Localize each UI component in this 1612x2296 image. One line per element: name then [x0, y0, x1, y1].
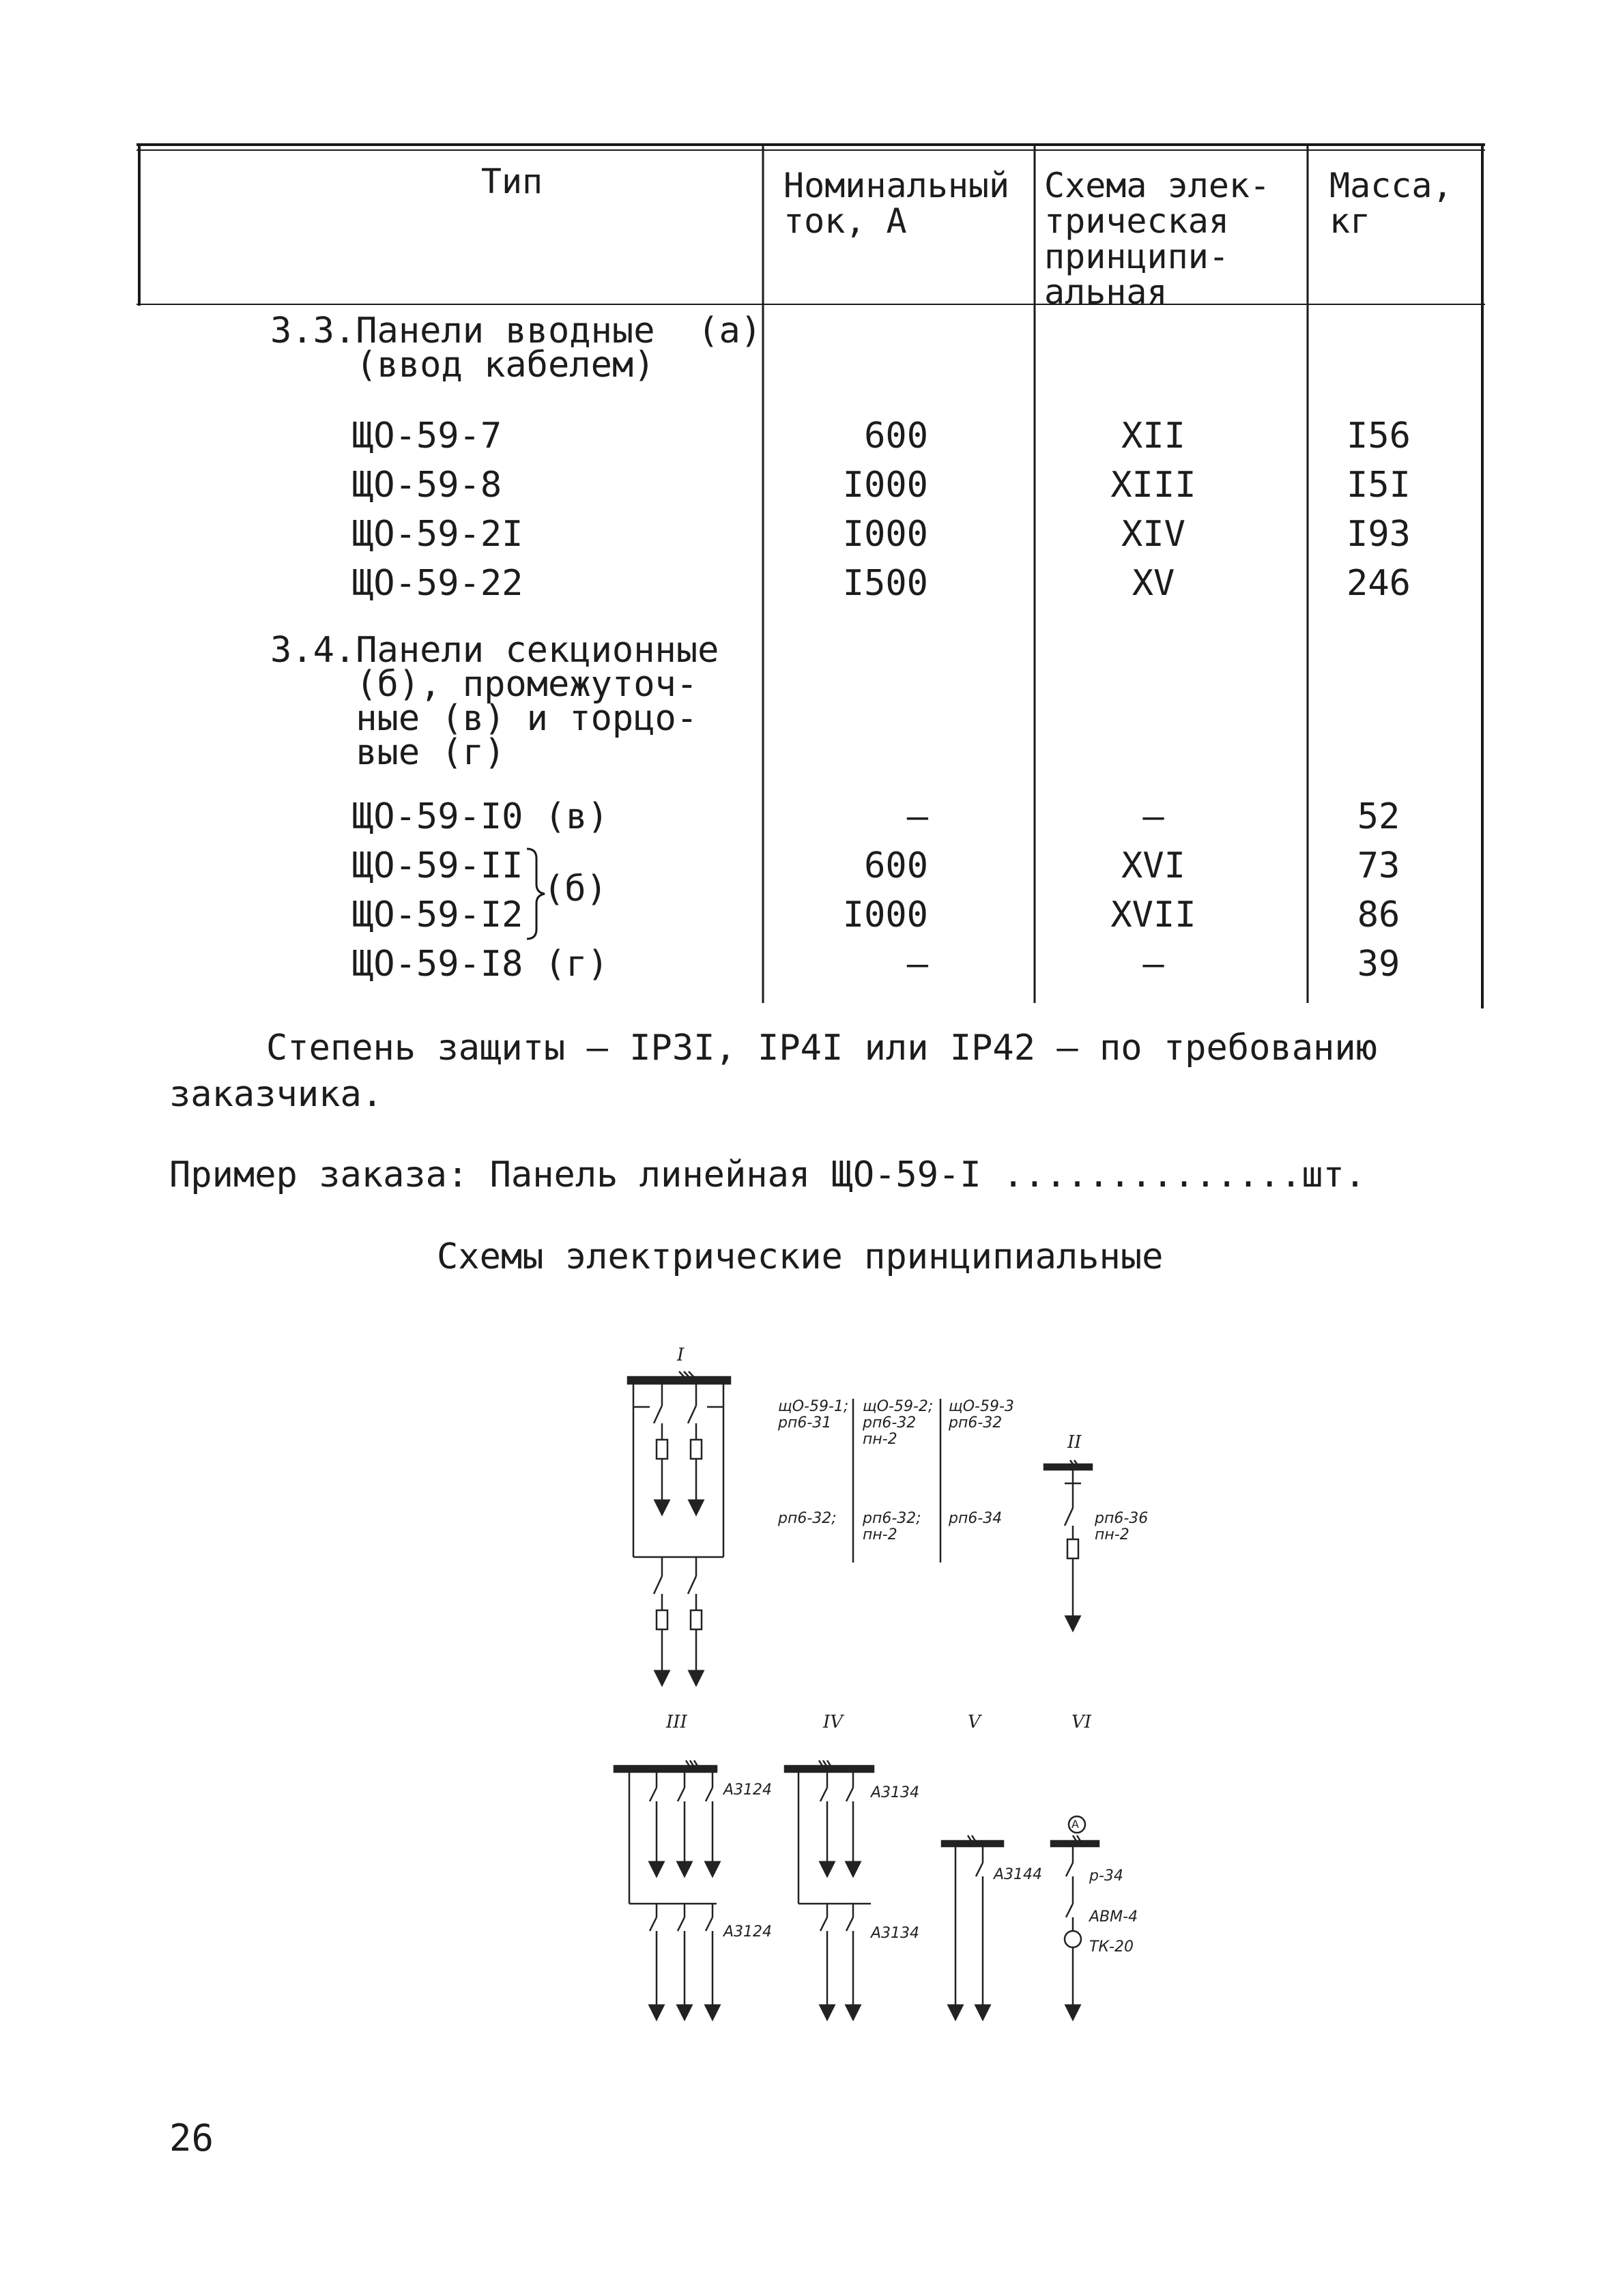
scheme-IV-drawing — [785, 1760, 874, 2013]
row-mass: 246 — [1347, 563, 1411, 604]
row-scheme: XVI — [1121, 845, 1185, 886]
scheme-II-label: II — [1067, 1432, 1082, 1453]
scheme-IV-label: IV — [823, 1712, 844, 1732]
scheme-I-label: I — [677, 1345, 685, 1365]
scheme-III-drawing — [614, 1760, 717, 2013]
row-type: ЩО-59-22 — [352, 563, 523, 604]
brace-label: (б) — [543, 869, 607, 910]
scheme-IV-label-bottom: А3134 — [871, 1925, 920, 1942]
scheme-V-label: А3144 — [994, 1866, 1043, 1883]
row-current: 600 — [864, 845, 928, 886]
scheme-I-col1-top: щО-59-1; рп6-31 — [778, 1398, 849, 1432]
protection-text-line2: заказчика. — [169, 1074, 384, 1115]
scheme-I-col1-bottom: рп6-32; — [778, 1510, 837, 1527]
group-34-title: 3.4.Панели секционные (б), промежуточ- ные (в) и торцо- вые (г) — [270, 630, 719, 773]
header-type: Тип — [480, 162, 543, 201]
scheme-III-label: III — [666, 1712, 687, 1732]
header-current: Номинальный ток, А — [783, 166, 1010, 241]
scheme-V-drawing — [942, 1835, 1003, 2013]
row-type: ЩО-59-I8 (г) — [352, 944, 609, 985]
scheme-II-drawing — [1044, 1460, 1092, 1624]
scheme-I-col2-bottom: рп6-32; пн-2 — [863, 1510, 921, 1543]
scheme-IV-label-top: А3134 — [871, 1784, 920, 1801]
row-type: ЩО-59-8 — [352, 465, 502, 506]
row-type: ЩО-59-2I — [352, 514, 523, 555]
row-current: – — [906, 796, 928, 837]
page-number: 26 — [169, 2117, 214, 2160]
scheme-III-label-bottom: А3124 — [723, 1923, 773, 1941]
row-mass: I93 — [1347, 514, 1411, 555]
brace-icon — [527, 849, 545, 939]
row-type: ЩО-59-7 — [352, 416, 502, 456]
schematic-diagrams — [0, 1337, 1612, 2061]
row-mass: 39 — [1357, 944, 1400, 985]
scheme-I-col2-top: щО-59-2; рп6-32 пн-2 — [863, 1398, 934, 1448]
ammeter-label: А — [1071, 1818, 1079, 1831]
scheme-I-col3-bottom: рп6-34 — [949, 1510, 1003, 1527]
row-scheme: XIV — [1121, 514, 1185, 555]
scheme-II-labels: рп6-36 пн-2 — [1095, 1510, 1149, 1543]
row-scheme: – — [1142, 796, 1164, 837]
group-33-title: 3.3.Панели вводные (а) (ввод кабелем) — [270, 310, 762, 386]
row-scheme: XIII — [1110, 465, 1196, 506]
row-scheme: XVII — [1110, 895, 1196, 935]
row-current: I000 — [842, 895, 928, 935]
header-scheme: Схема элек- трическая принципи- альная — [1044, 166, 1271, 312]
row-current: I000 — [842, 514, 928, 555]
scheme-III-label-top: А3124 — [723, 1782, 773, 1799]
row-current: I500 — [842, 563, 928, 604]
order-example: Пример заказа: Панель линейная ЩО-59-I ..............шт. — [169, 1154, 1366, 1195]
row-current: – — [906, 944, 928, 985]
row-type: ЩО-59-I2 — [352, 895, 523, 935]
row-type: ЩО-59-I0 (в) — [352, 796, 609, 837]
row-type: ЩО-59-II — [352, 845, 523, 886]
scheme-VI-item-2: АВМ-4 — [1089, 1908, 1138, 1926]
row-mass: 86 — [1357, 895, 1400, 935]
scheme-VI-item-1: р-34 — [1089, 1868, 1123, 1885]
row-mass: I56 — [1347, 416, 1411, 456]
protection-text-line1: Степень защиты – IP3I, IP4I или IP42 – по требованию — [266, 1028, 1377, 1069]
header-mass: Масса, кг — [1329, 166, 1453, 241]
row-current: I000 — [842, 465, 928, 506]
row-mass: 52 — [1357, 796, 1400, 837]
row-scheme: XV — [1132, 563, 1175, 604]
row-current: 600 — [864, 416, 928, 456]
schemes-title: Схемы электрические принципиальные — [437, 1236, 1164, 1277]
row-scheme: – — [1142, 944, 1164, 985]
scheme-V-label: V — [968, 1712, 981, 1732]
row-mass: I5I — [1347, 465, 1411, 506]
scheme-VI-item-3: ТК-20 — [1089, 1938, 1134, 1956]
row-scheme: XII — [1121, 416, 1185, 456]
scheme-I-col3-top: щО-59-3 рп6-32 — [949, 1398, 1014, 1432]
row-mass: 73 — [1357, 845, 1400, 886]
scheme-VI-label: VI — [1071, 1712, 1092, 1732]
